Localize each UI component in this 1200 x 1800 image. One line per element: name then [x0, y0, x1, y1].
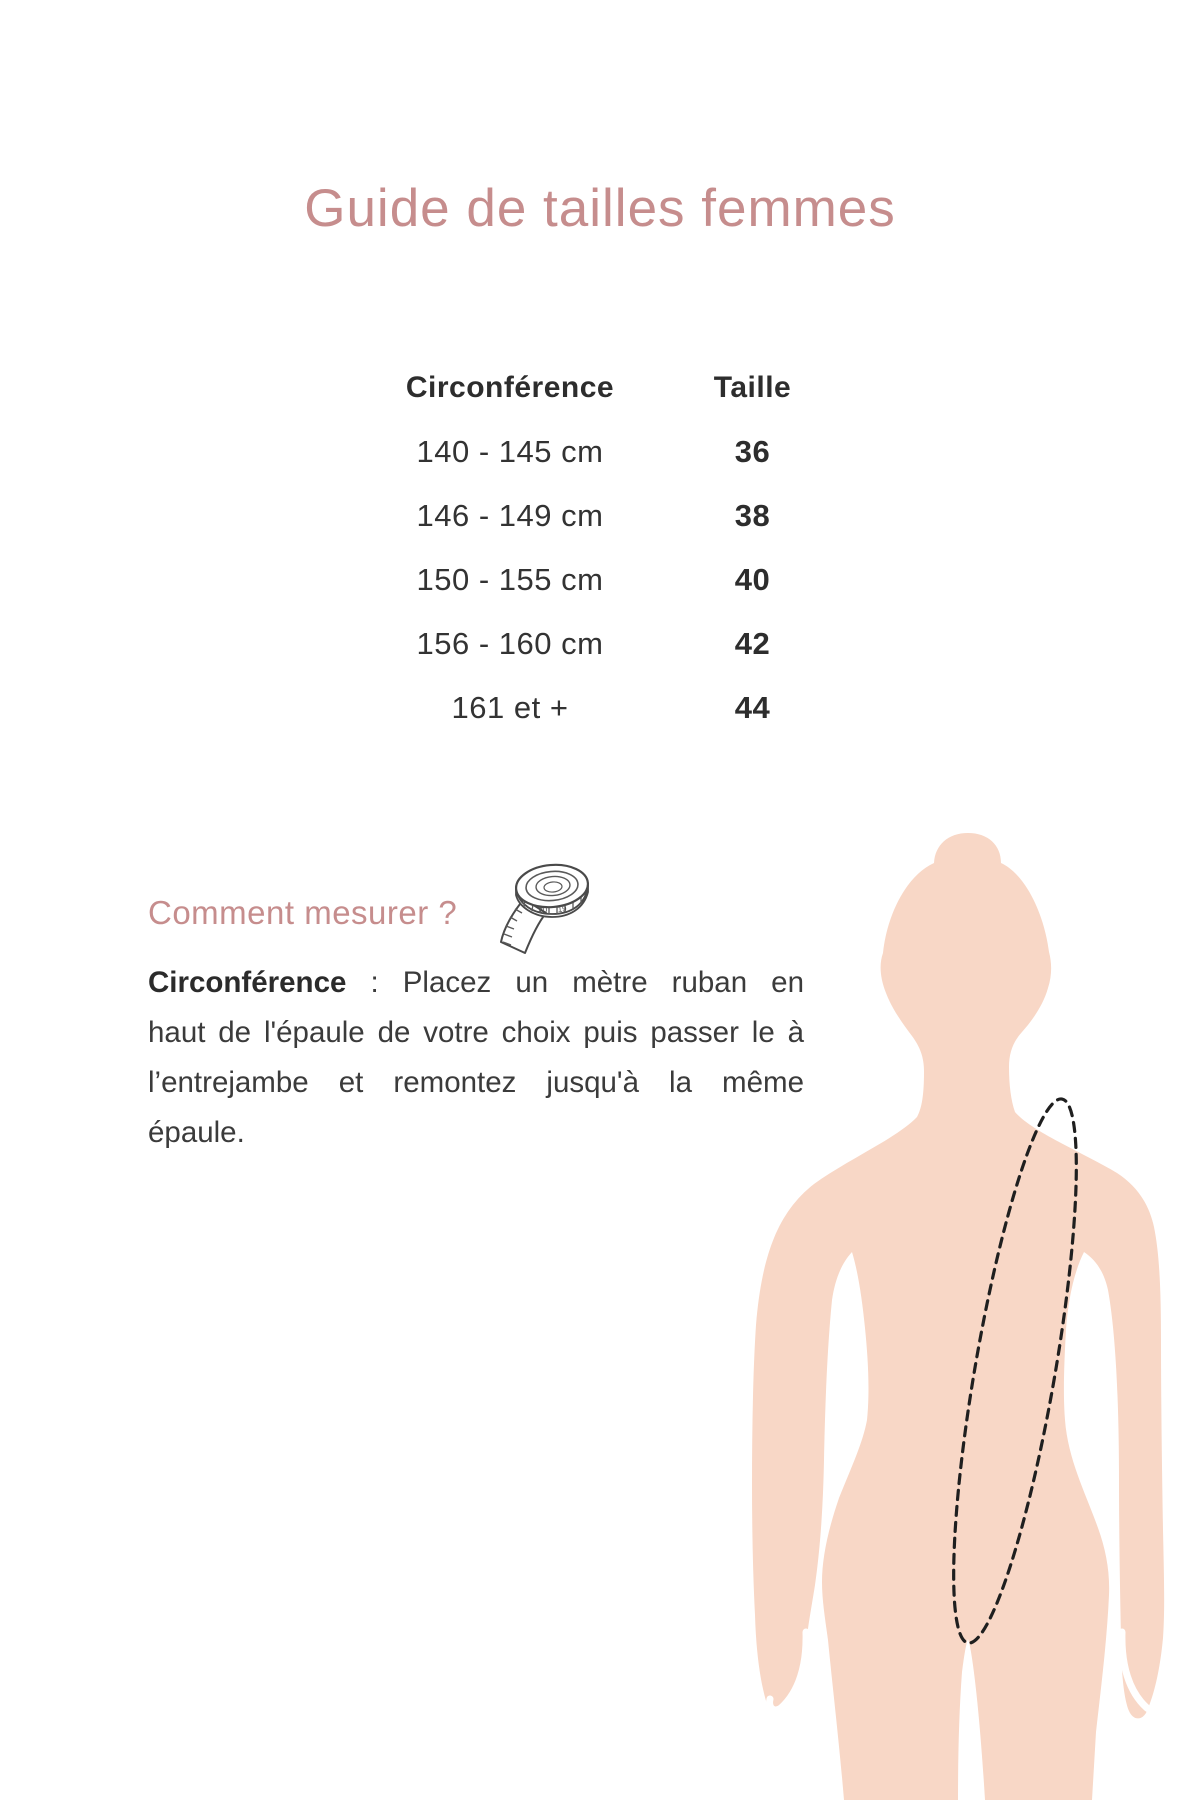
how-to-measure-heading: Comment mesurer ?: [148, 894, 458, 931]
size-cell: 36: [734, 434, 771, 469]
woman-silhouette: [660, 820, 1200, 1800]
circumference-cell: 150 - 155 cm: [416, 562, 604, 597]
instruction-line: l’entrejambe et remontez jusqu'à la même: [148, 1066, 804, 1099]
measuring-tape-icon: [490, 854, 600, 964]
size-cell: 40: [734, 562, 771, 597]
instruction-line: épaule.: [148, 1116, 245, 1149]
tape-number: 20: [537, 905, 548, 915]
page-title: Guide de tailles femmes: [304, 179, 896, 238]
instruction-line: haut de l'épaule de votre choix puis passer le à: [148, 1016, 804, 1049]
size-cell: 44: [734, 690, 771, 725]
circumference-cell: 156 - 160 cm: [416, 626, 604, 661]
tape-number: 19: [557, 904, 568, 914]
circumference-cell: 146 - 149 cm: [416, 498, 604, 533]
instruction-lead-word: Circonférence: [148, 966, 347, 999]
size-cell: 38: [734, 498, 771, 533]
size-table: [330, 356, 815, 740]
size-cell: 42: [734, 626, 771, 661]
instruction-line: Circonférence : Placez un mètre ruban en: [148, 966, 804, 999]
circumference-cell: 140 - 145 cm: [416, 434, 604, 469]
circumference-cell: 161 et +: [451, 690, 569, 725]
table-header-taille: Taille: [713, 371, 792, 404]
table-header-circumference: Circonférence: [405, 371, 615, 404]
silhouette-body: [752, 833, 1164, 1800]
